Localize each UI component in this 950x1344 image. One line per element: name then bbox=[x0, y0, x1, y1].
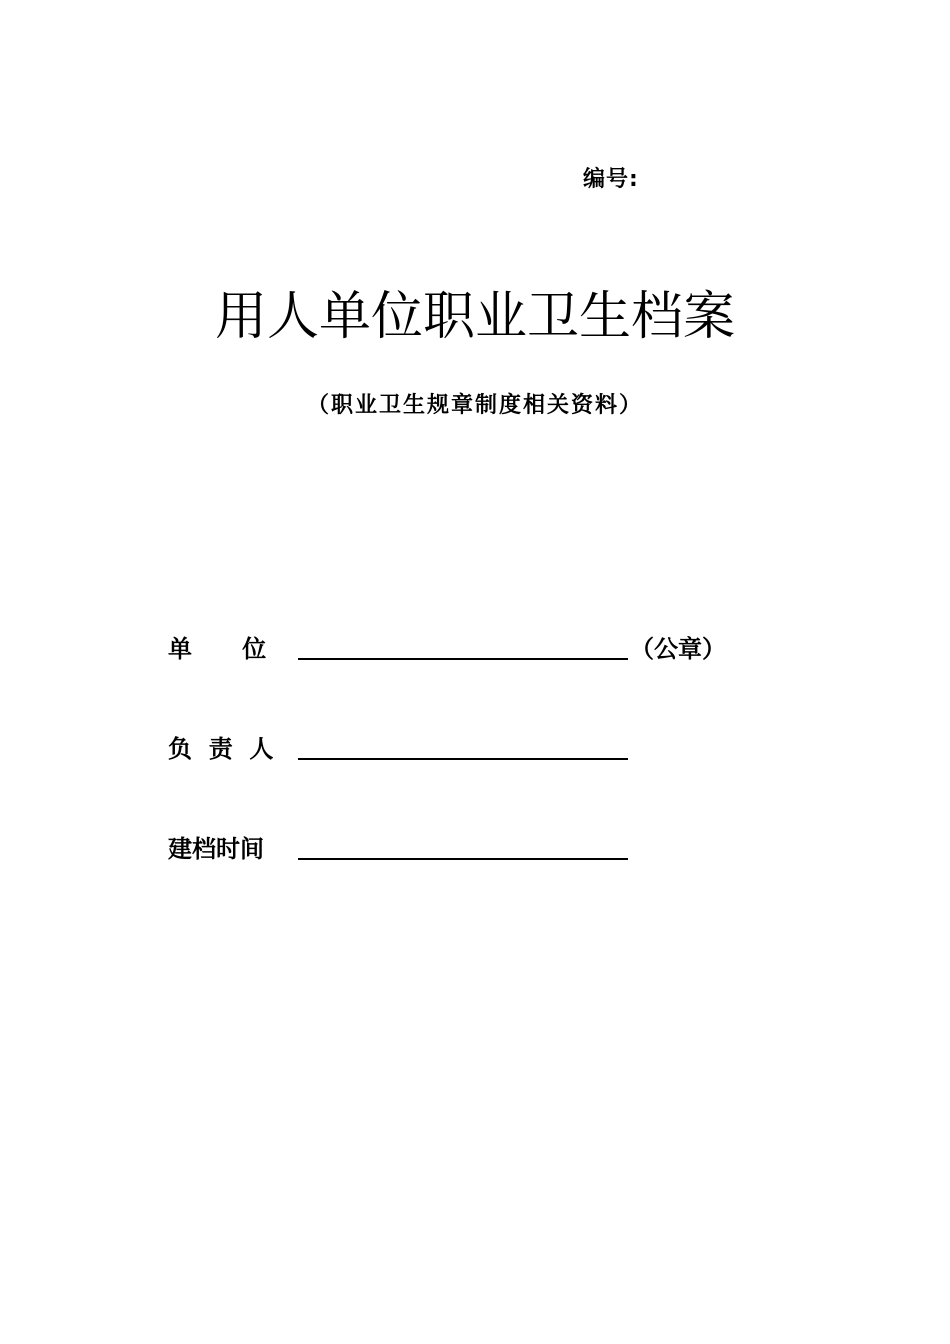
document-subtitle: （职业卫生规章制度相关资料） bbox=[306, 393, 643, 418]
filing-date-fill-line[interactable] bbox=[298, 832, 628, 860]
unit-fill-line[interactable] bbox=[298, 632, 628, 660]
responsible-person-fill-line[interactable] bbox=[298, 732, 628, 760]
responsible-person-label: 负 责 人 bbox=[168, 735, 274, 763]
unit-label: 单 位 bbox=[168, 635, 267, 663]
filing-date-field bbox=[168, 830, 628, 864]
unit-field bbox=[168, 630, 726, 664]
document-title: 用人单位职业卫生档案 bbox=[214, 287, 735, 347]
official-seal-note: （公章） bbox=[630, 635, 726, 663]
filing-date-label: 建档时间 bbox=[168, 835, 264, 863]
responsible-person-field bbox=[168, 730, 628, 764]
serial-number-label: 编号: bbox=[583, 167, 639, 192]
